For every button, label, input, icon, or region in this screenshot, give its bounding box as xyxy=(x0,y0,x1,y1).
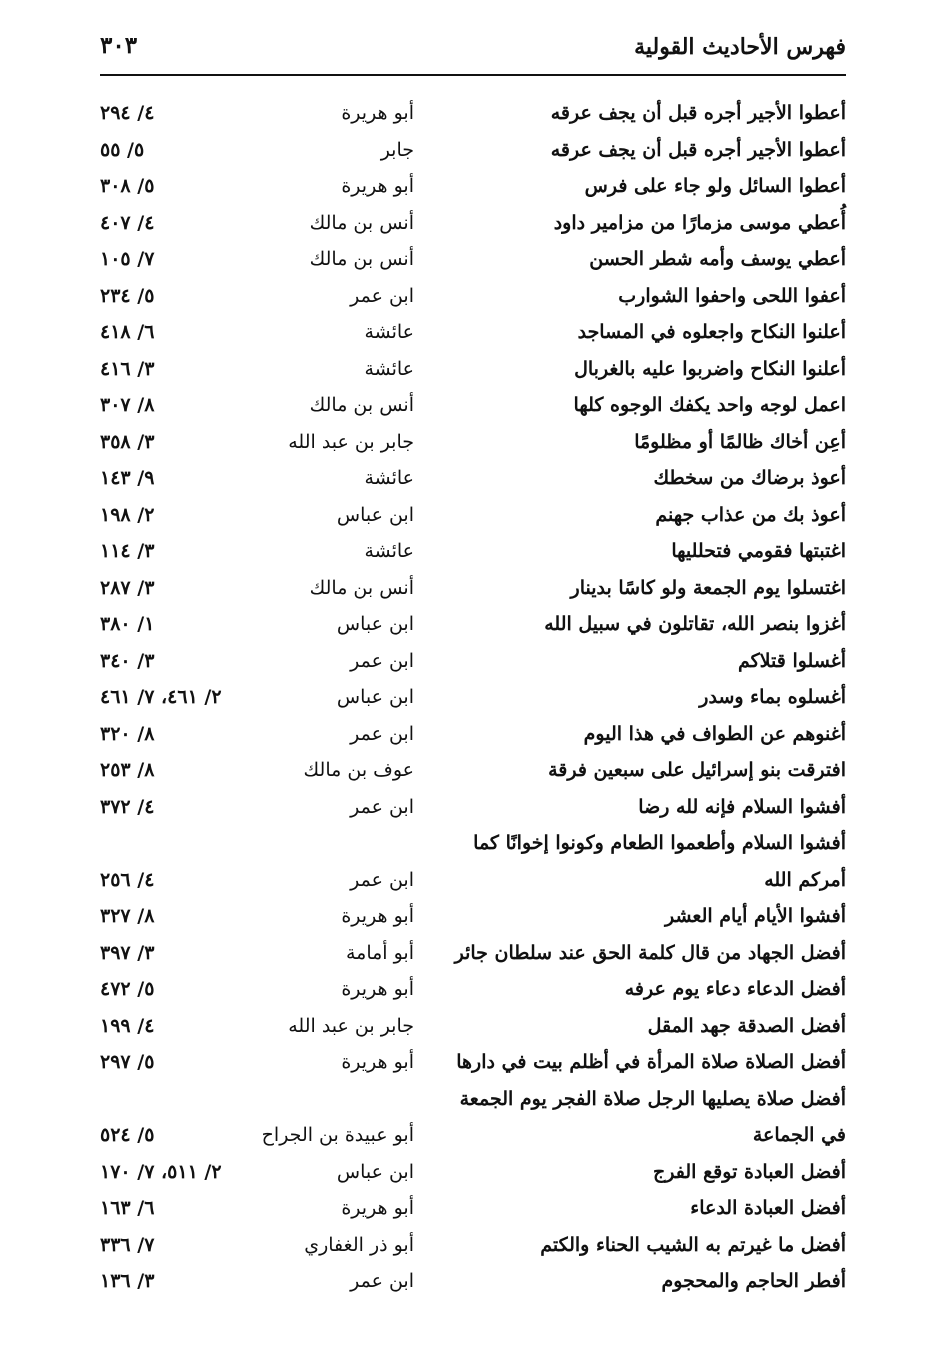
narrator-name: أبو هريرة xyxy=(341,978,414,1000)
index-entry xyxy=(100,1157,846,1194)
volume-page-reference: ٥/ ٢٩٧ xyxy=(100,1051,155,1073)
index-entry xyxy=(100,682,846,719)
volume-page-reference: ٨/ ٣٠٧ xyxy=(100,394,155,416)
narrator-name: ابن عمر xyxy=(350,284,414,307)
narrator-name: ابن عمر xyxy=(350,722,414,745)
narrator-name: ابن عمر xyxy=(350,649,414,672)
volume-page-reference: ٥/ ٥٥ xyxy=(100,138,145,161)
hadith-text: أغنوهم عن الطواف في هذا اليوم xyxy=(583,722,846,745)
volume-page-reference: ٤/ ٣٧٢ xyxy=(100,795,155,818)
volume-page-reference: ٤/ ٢٥٦ xyxy=(100,868,155,891)
hadith-text: افترقت بنو إسرائيل على سبعين فرقة xyxy=(548,759,846,781)
volume-page-reference: ٥/ ٢٣٤ xyxy=(100,284,155,307)
narrator-name: عوف بن مالك xyxy=(303,759,414,781)
narrator-name: جابر xyxy=(380,138,414,161)
volume-page-reference: ٨/ ٣٢٧ xyxy=(100,905,155,927)
volume-page-reference: ٤/ ٤٠٧ xyxy=(100,211,155,234)
page-header xyxy=(100,30,846,76)
hadith-text: أفضل الجهاد من قال كلمة الحق عند سلطان جائر xyxy=(454,941,846,964)
index-entry xyxy=(100,573,846,610)
volume-page-reference: ٤/ ٢٩٤ xyxy=(100,102,155,124)
index-entry xyxy=(100,390,846,427)
volume-page-reference: ٥/ ٥٢٤ xyxy=(100,1124,155,1146)
index-entry xyxy=(100,1193,846,1230)
narrator-name: أنس بن مالك xyxy=(309,394,414,416)
hadith-text: أعطي يوسف وأمه شطر الحسن xyxy=(589,248,846,270)
volume-page-reference: ٧/ ١٠٥ xyxy=(100,248,155,270)
narrator-name: أبو هريرة xyxy=(341,102,414,124)
hadith-text: أفضل الصدقة جهد المقل xyxy=(647,1014,846,1037)
narrator-name: ابن عمر xyxy=(350,795,414,818)
hadith-text: أعوذ بك من عذاب جهنم xyxy=(655,503,846,526)
hadith-text: أفشوا السلام فإنه لله رضا xyxy=(638,795,846,818)
index-entry xyxy=(100,828,846,865)
volume-page-reference: ٩/ ١٤٣ xyxy=(100,467,155,489)
index-entry xyxy=(100,500,846,537)
hadith-text: أعلنوا النكاح واضربوا عليه بالغربال xyxy=(574,357,846,380)
volume-page-reference: ٢/ ٤٦١، ٧/ ٤٦١ xyxy=(100,686,222,708)
volume-page-reference: ٥/ ٣٠٨ xyxy=(100,175,155,197)
volume-page-reference: ٥/ ٤٧٢ xyxy=(100,978,155,1000)
hadith-text: أفضل العبادة توقع الفرج xyxy=(653,1160,846,1183)
index-entry xyxy=(100,1266,846,1303)
index-entry xyxy=(100,1230,846,1267)
narrator-name: أنس بن مالك xyxy=(309,248,414,270)
index-entry xyxy=(100,755,846,792)
volume-page-reference: ٤/ ١٩٩ xyxy=(100,1014,155,1037)
hadith-text: أفضل ما غيرتم به الشيب الحناء والكتم xyxy=(540,1233,846,1256)
narrator-name: أبو هريرة xyxy=(341,1197,414,1219)
index-entry xyxy=(100,208,846,245)
volume-page-reference: ٦/ ١٦٣ xyxy=(100,1197,155,1219)
volume-page-reference: ٢/ ١٩٨ xyxy=(100,503,155,526)
narrator-name: أنس بن مالك xyxy=(309,211,414,234)
hadith-text: أغسلوه بماء وسدر xyxy=(699,686,846,708)
hadith-text: أفشوا الأيام أيام العشر xyxy=(665,905,846,927)
narrator-name: جابر بن عبد الله xyxy=(288,1014,414,1037)
index-entry xyxy=(100,792,846,829)
volume-page-reference: ٢/ ٥١١، ٧/ ١٧٠ xyxy=(100,1160,222,1183)
hadith-text: اعمل لوجه واحد يكفك الوجوه كلها xyxy=(573,394,846,416)
hadith-index-list xyxy=(100,98,846,1303)
hadith-text: في الجماعة xyxy=(752,1124,846,1146)
hadith-text: أعوذ برضاك من سخطك xyxy=(653,467,846,489)
index-entry xyxy=(100,281,846,318)
index-entry xyxy=(100,317,846,354)
volume-page-reference: ٣/ ١١٤ xyxy=(100,540,155,562)
page-number: ٣٠٣ xyxy=(100,32,138,59)
index-entry xyxy=(100,901,846,938)
hadith-text: أُعطي موسى مزمارًا من مزامير داود xyxy=(553,211,846,234)
narrator-name: ابن عباس xyxy=(336,503,414,526)
index-entry xyxy=(100,171,846,208)
volume-page-reference: ٣/ ٣٥٨ xyxy=(100,430,155,453)
volume-page-reference: ٧/ ٣٣٦ xyxy=(100,1233,155,1256)
hadith-text: أمركم الله xyxy=(764,868,846,891)
index-entry xyxy=(100,646,846,683)
index-entry xyxy=(100,354,846,391)
narrator-name: عائشة xyxy=(364,467,414,489)
hadith-text: اغتبتها فقومي فتحلليها xyxy=(671,540,846,562)
hadith-text: أغسلوا قتلاكم xyxy=(737,649,846,672)
hadith-text: أعِن أخاك ظالمًا أو مظلومًا xyxy=(634,430,846,453)
volume-page-reference: ٣/ ٣٩٧ xyxy=(100,941,155,964)
volume-page-reference: ٣/ ١٣٦ xyxy=(100,1270,155,1292)
narrator-name: أبو هريرة xyxy=(341,1051,414,1073)
hadith-text: اغتسلوا يوم الجمعة ولو كاسًا بدينار xyxy=(570,576,846,599)
volume-page-reference: ١/ ٣٨٠ xyxy=(100,613,155,635)
hadith-text: أغزوا بنصر الله، تقاتلون في سبيل الله xyxy=(544,613,846,635)
hadith-text: أعطوا الأجير أجره قبل أن يجف عرقه xyxy=(550,138,846,161)
narrator-name: أبو هريرة xyxy=(341,905,414,927)
index-entry xyxy=(100,463,846,500)
index-entry xyxy=(100,135,846,172)
narrator-name: جابر بن عبد الله xyxy=(288,430,414,453)
hadith-text: أفضل الدعاء دعاء يوم عرفه xyxy=(624,978,846,1000)
index-entry xyxy=(100,938,846,975)
volume-page-reference: ٣/ ٣٤٠ xyxy=(100,649,155,672)
index-entry xyxy=(100,719,846,756)
hadith-text: أفشوا السلام وأطعموا الطعام وكونوا إخوانًا كما xyxy=(473,832,846,854)
index-entry xyxy=(100,609,846,646)
narrator-name: أبو أمامة xyxy=(345,941,414,964)
narrator-name: أبو ذر الغفاري xyxy=(304,1233,414,1256)
narrator-name: ابن عباس xyxy=(336,613,414,635)
index-entry xyxy=(100,244,846,281)
hadith-text: أعلنوا النكاح واجعلوه في المساجد xyxy=(577,321,846,343)
index-entry xyxy=(100,536,846,573)
volume-page-reference: ٣/ ٢٨٧ xyxy=(100,576,155,599)
narrator-name: أبو هريرة xyxy=(341,175,414,197)
narrator-name: ابن عباس xyxy=(336,686,414,708)
hadith-text: أعفوا اللحى واحفوا الشوارب xyxy=(618,284,846,307)
narrator-name: عائشة xyxy=(364,321,414,343)
hadith-text: أعطوا السائل ولو جاء على فرس xyxy=(584,175,846,197)
index-entry xyxy=(100,865,846,902)
volume-page-reference: ٦/ ٤١٨ xyxy=(100,321,155,343)
index-entry xyxy=(100,1011,846,1048)
index-title: فهرس الأحاديث القولية xyxy=(634,34,846,60)
narrator-name: ابن عمر xyxy=(350,868,414,891)
volume-page-reference: ٣/ ٤١٦ xyxy=(100,357,155,380)
hadith-text: أفضل العبادة الدعاء xyxy=(690,1197,846,1219)
volume-page-reference: ٨/ ٣٢٠ xyxy=(100,722,155,745)
narrator-name: ابن عمر xyxy=(350,1270,414,1292)
narrator-name: ابن عباس xyxy=(336,1160,414,1183)
narrator-name: أبو عبيدة بن الجراح xyxy=(261,1124,414,1146)
hadith-text: أفضل الصلاة صلاة المرأة في أظلم بيت في دارها xyxy=(456,1051,846,1073)
index-entry xyxy=(100,1120,846,1157)
index-entry xyxy=(100,1084,846,1121)
index-entry xyxy=(100,98,846,135)
volume-page-reference: ٨/ ٢٥٣ xyxy=(100,759,155,781)
hadith-text: أعطوا الأجير أجره قبل أن يجف عرقه xyxy=(550,102,846,124)
narrator-name: عائشة xyxy=(364,540,414,562)
index-entry xyxy=(100,427,846,464)
index-entry xyxy=(100,1047,846,1084)
hadith-text: أفضل صلاة يصليها الرجل صلاة الفجر يوم الجمعة xyxy=(459,1087,846,1110)
narrator-name: عائشة xyxy=(364,357,414,380)
narrator-name: أنس بن مالك xyxy=(309,576,414,599)
hadith-text: أفطر الحاجم والمحجوم xyxy=(661,1270,846,1292)
index-entry xyxy=(100,974,846,1011)
